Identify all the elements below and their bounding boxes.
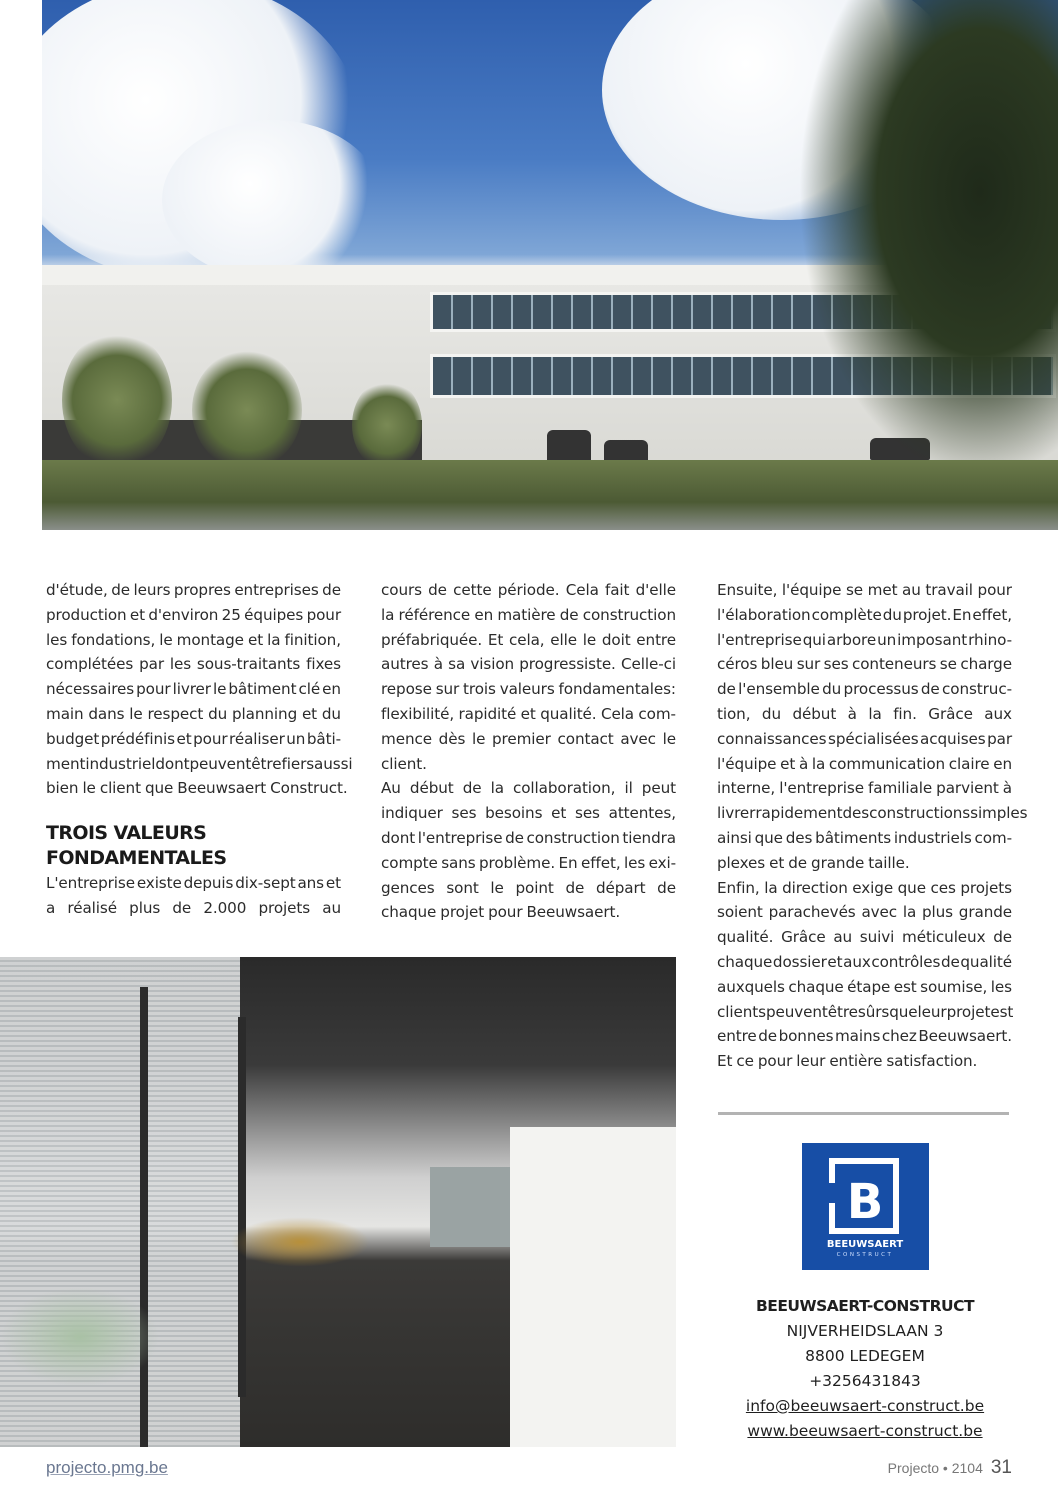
text-line: a réalisé plus de 2.000 projets au bbox=[46, 898, 341, 917]
phone: +3256431843 bbox=[809, 1372, 921, 1390]
text-line: céros bleu sur ses conteneurs se charge bbox=[717, 655, 1012, 674]
text-line: chaque projet pour Beeuwsaert. bbox=[381, 903, 621, 922]
email-link[interactable]: info@beeuwsaert-construct.be bbox=[745, 1397, 985, 1415]
text-line: L'entreprise existe depuis dix-sept ans et bbox=[46, 874, 341, 893]
text-line: dont l'entreprise de construction tiendra bbox=[381, 828, 676, 847]
text-line: Et ce pour leur entière satisfaction. bbox=[717, 1052, 978, 1071]
logo-subtitle: CONSTRUCT bbox=[836, 1252, 894, 1258]
text-line: interne, l'entreprise familiale parvient à bbox=[717, 779, 1012, 798]
text-line: repose sur trois valeurs fondamentales: bbox=[381, 680, 676, 699]
heading-line: FONDAMENTALES bbox=[46, 847, 227, 870]
text-line: main dans le respect du planning et du bbox=[46, 704, 341, 723]
publication-issue: Projecto • 2104 bbox=[887, 1460, 983, 1476]
text-line: l'entreprise qui arbore un imposant rhino- bbox=[717, 630, 1012, 649]
logo-wordmark: BEEUWSAERT bbox=[826, 1239, 904, 1250]
text-line: mence dès le premier contact avec le bbox=[381, 729, 676, 748]
text-line: nécessaires pour livrer le bâtiment clé en bbox=[46, 680, 341, 699]
text-line: compte sans problème. En effet, les exi- bbox=[381, 853, 676, 872]
interior-showroom-photo bbox=[0, 957, 676, 1447]
text-line: soient parachevés avec la plus grande bbox=[717, 903, 1012, 922]
paragraph bbox=[717, 578, 1028, 876]
text-line: chaque dossier et aux contrôles de qualité bbox=[717, 952, 1012, 971]
footer-site-link[interactable]: projecto.pmg.be bbox=[46, 1458, 168, 1477]
text-line: auxquels chaque étape est soumise, les bbox=[717, 977, 1012, 996]
section-heading bbox=[46, 821, 341, 871]
text-line: ainsi que des bâtiments industriels com- bbox=[717, 828, 1012, 847]
text-line: l'équipe et à la communication claire en bbox=[717, 754, 1012, 773]
text-line: Au début de la collaboration, il peut bbox=[381, 779, 676, 798]
divider bbox=[718, 1112, 1009, 1115]
text-line: préfabriquée. Et cela, elle le doit entre bbox=[381, 630, 676, 649]
city: 8800 LEDEGEM bbox=[805, 1347, 925, 1365]
text-line: l'élaboration complète du projet. En effet, bbox=[717, 605, 1012, 624]
text-line: clients peuvent être sûrs que leur projet est bbox=[717, 1002, 1014, 1021]
website-link[interactable]: www.beeuwsaert-construct.be bbox=[747, 1422, 983, 1440]
text-line: gences sont le point de départ de bbox=[381, 878, 676, 897]
text-line: production et d'environ 25 équipes pour bbox=[46, 605, 341, 624]
street-address: NIJVERHEIDSLAAN 3 bbox=[786, 1322, 944, 1340]
text-line: connaissances spécialisées acquises par bbox=[717, 729, 1012, 748]
text-line: Ensuite, l'équipe se met au travail pour bbox=[717, 581, 1012, 599]
paragraph bbox=[46, 871, 341, 921]
text-line: qualité. Grâce au suivi méticuleux de bbox=[717, 928, 1012, 947]
footer-page-info bbox=[888, 1457, 1012, 1479]
text-line: complétées par les sous-traitants fixes bbox=[46, 655, 341, 674]
text-line: cours de cette période. Cela fait d'elle bbox=[381, 581, 676, 599]
text-line: d'étude, de leurs propres entreprises de bbox=[46, 581, 341, 599]
text-line: budget prédéfinis et pour réaliser un bâti- bbox=[46, 729, 341, 748]
text-line: tion, du début à la fin. Grâce aux bbox=[717, 704, 1012, 723]
text-line: les fondations, le montage et la finition, bbox=[46, 630, 341, 649]
text-line: autres à sa vision progressiste. Celle-ci bbox=[381, 655, 676, 674]
text-line: Enfin, la direction exige que ces projets bbox=[717, 878, 1012, 897]
text-line: la référence en matière de construction bbox=[381, 605, 676, 624]
text-line: client. bbox=[381, 754, 427, 773]
text-line: bien le client que Beeuwsaert Construct. bbox=[46, 779, 348, 798]
text-line: flexibilité, rapidité et qualité. Cela com- bbox=[381, 704, 676, 723]
paragraph bbox=[46, 578, 353, 801]
text-line: ment industriel dont peuvent être fiers aussi bbox=[46, 754, 353, 773]
contact-block bbox=[720, 1294, 1010, 1444]
text-line: livrer rapidement des constructions simples bbox=[717, 804, 1028, 823]
paragraph bbox=[381, 776, 676, 925]
text-line: entre de bonnes mains chez Beeuwsaert. bbox=[717, 1027, 1012, 1046]
article-column-2 bbox=[381, 578, 676, 925]
page-number: 31 bbox=[990, 1457, 1012, 1478]
article-column-3 bbox=[717, 578, 1028, 1074]
text-line: plexes et de grande taille. bbox=[717, 853, 910, 872]
building-exterior-photo bbox=[42, 0, 1058, 530]
company-name: BEEUWSAERT-CONSTRUCT bbox=[755, 1297, 975, 1315]
logo-letter: B bbox=[846, 1174, 884, 1230]
text-line: indiquer ses besoins et ses attentes, bbox=[381, 804, 676, 823]
text-line: de l'ensemble du processus de construc- bbox=[717, 680, 1012, 699]
paragraph bbox=[381, 578, 676, 776]
beeuwsaert-logo bbox=[802, 1143, 929, 1270]
heading-line: TROIS VALEURS bbox=[46, 822, 207, 845]
paragraph bbox=[717, 876, 1012, 1074]
article-column-1 bbox=[46, 578, 353, 921]
